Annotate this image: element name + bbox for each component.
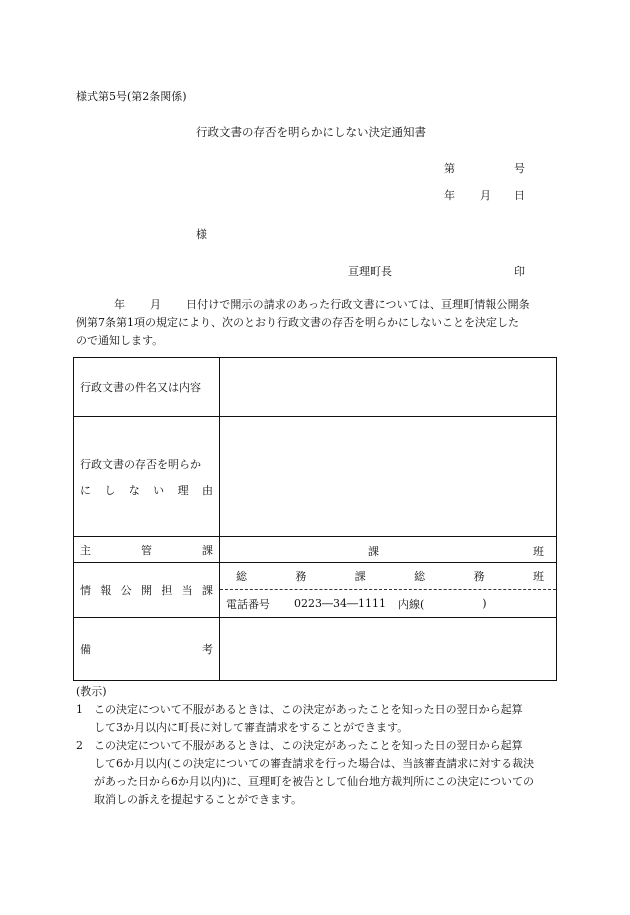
date-day: 日: [514, 189, 525, 202]
table-row-department: [74, 537, 557, 563]
intro-paragraph: [76, 296, 560, 350]
office-name-char: 班: [532, 570, 544, 583]
table-row-subject: [74, 358, 557, 417]
reason-char: い: [153, 483, 165, 497]
note-line: して3か月以内に町長に対して審査請求をすることができます。: [94, 721, 409, 734]
remarks-label-char: 考: [202, 643, 213, 656]
note-line: この決定について不服があるときは、この決定があったことを知った日の翌日から起算: [94, 703, 523, 716]
disclosure-label-char: 担: [161, 584, 173, 597]
note-line: して6か月以内(この決定についての審査請求を行った場合は、当該審査請求に対する裁決: [94, 757, 535, 770]
reason-label-line-1: 行政文書の存否を明らか: [80, 457, 201, 471]
extension-open: 内線(: [398, 597, 425, 611]
reason-char: し: [104, 483, 116, 497]
note-body: [94, 737, 534, 809]
office-name-char: 総: [236, 570, 247, 583]
intro-line-2: 例第7条第1項の規定により、次のとおり行政文書の存否を明らかにしないことを決定した: [76, 316, 519, 329]
addressee-suffix: 様: [196, 228, 207, 241]
table-row-remarks: [74, 618, 557, 681]
department-label: [74, 537, 220, 563]
disclosure-office-name: [220, 563, 556, 590]
instruction-notes: [76, 683, 560, 809]
reason-char: に: [80, 483, 91, 497]
subject-value: [220, 358, 557, 417]
note-line: この決定について不服があるときは、この決定があったことを知った日の翌日から起算: [94, 739, 523, 752]
note-line: があった日から6か月以内)に、亘理町を被告として仙台地方裁判所にこの決定についての: [94, 775, 534, 788]
office-name-char: 課: [354, 570, 366, 583]
disclosure-label-char: 開: [140, 584, 152, 597]
department-section-suffix: 課: [368, 544, 379, 558]
phone-number: 0223―34―1111: [294, 597, 386, 610]
issuer-name: 亘理町長: [348, 265, 392, 278]
intro-month: 月: [150, 298, 161, 311]
department-label-char: 主: [80, 543, 91, 557]
intro-line-1: 日付けで開示の請求のあった行政文書については、亘理町情報公開条: [186, 298, 530, 311]
disclosure-office-label: [74, 563, 220, 618]
note-line: 取消しの訴えを提起することができます。: [94, 793, 303, 806]
disclosure-office-value: [220, 563, 557, 618]
office-name-char: 務: [473, 570, 485, 583]
extension-close: ): [482, 597, 487, 610]
reason-label-line-2: [80, 482, 213, 498]
department-team-suffix: 班: [533, 544, 544, 558]
disclosure-label-char: 公: [120, 584, 132, 597]
disclosure-label-char: 当: [181, 584, 193, 597]
reason-char: な: [128, 483, 140, 497]
office-name-char: 務: [295, 570, 307, 583]
notes-heading: (教示): [76, 685, 107, 698]
table-row-disclosure-office: [74, 563, 557, 618]
intro-year: 年: [114, 298, 125, 311]
doc-number-prefix: 第: [444, 162, 455, 175]
disclosure-label-char: 課: [201, 584, 213, 597]
phone-label: 電話番号: [226, 597, 270, 611]
date-year: 年: [444, 189, 455, 202]
reason-char: 由: [201, 483, 213, 497]
department-label-char: 課: [202, 543, 213, 557]
document-title: 行政文書の存否を明らかにしない決定通知書: [196, 125, 426, 139]
intro-line-3: ので通知します。: [76, 334, 164, 347]
note-item-1: [76, 701, 560, 737]
decision-table: [73, 357, 557, 681]
note-item-2: [76, 737, 560, 809]
disclosure-label-char: 報: [100, 584, 112, 597]
note-number: 1: [76, 703, 83, 716]
phone-row: [220, 590, 556, 617]
remarks-value: [220, 618, 557, 681]
seal-mark: 印: [514, 265, 525, 278]
department-value: [220, 537, 557, 563]
remarks-label: [74, 618, 220, 681]
reason-label: [74, 417, 220, 537]
remarks-label-char: 備: [80, 643, 91, 656]
reason-value: [220, 417, 557, 537]
disclosure-label-char: 情: [80, 584, 91, 597]
reason-char: 理: [177, 483, 189, 497]
department-label-char: 管: [141, 543, 152, 557]
form-number: 様式第5号(第2条関係): [76, 90, 187, 103]
doc-number-suffix: 号: [514, 162, 525, 175]
date-month: 月: [480, 189, 491, 202]
note-body: [94, 701, 523, 737]
office-name-char: 総: [414, 570, 426, 583]
subject-label: 行政文書の件名又は内容: [74, 358, 220, 417]
table-row-reason: [74, 417, 557, 537]
note-number: 2: [76, 739, 83, 752]
